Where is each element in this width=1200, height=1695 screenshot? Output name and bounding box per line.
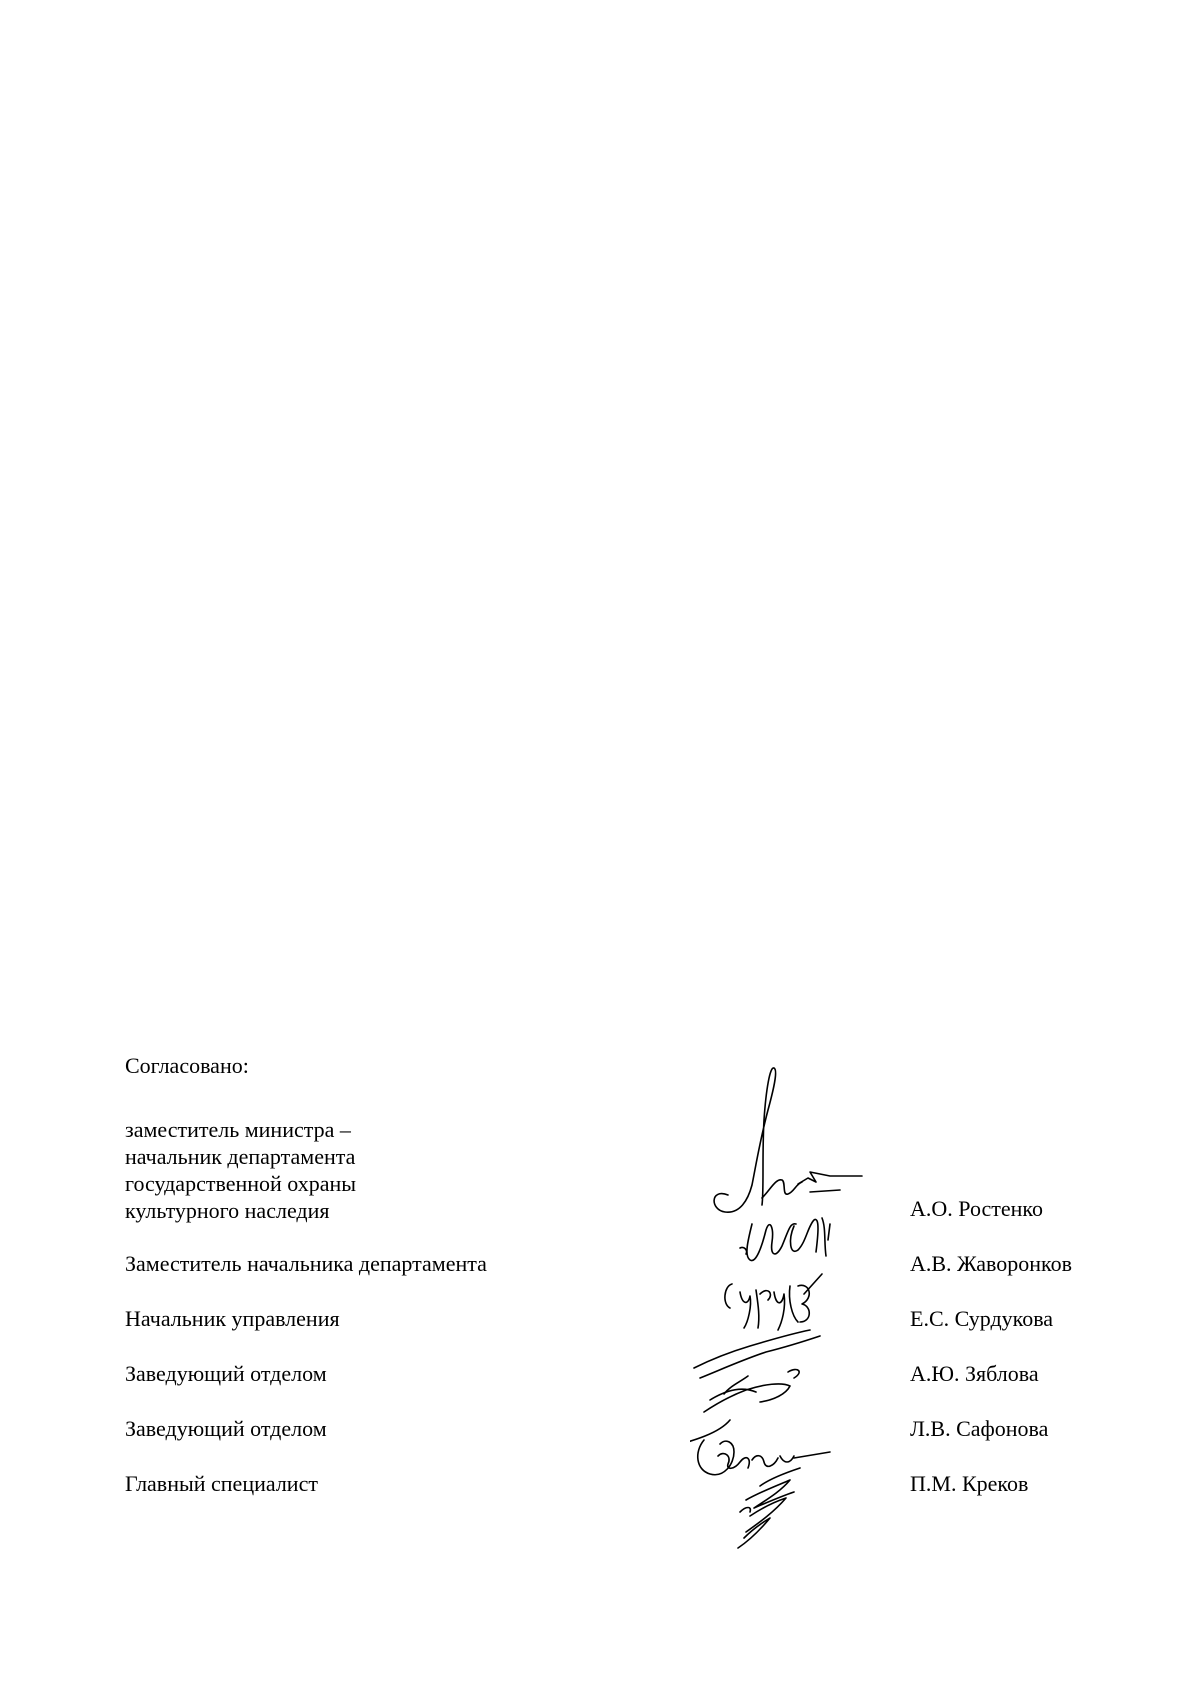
approval-heading: Согласовано: <box>125 1053 249 1078</box>
signatory-role: Главный специалист <box>125 1471 318 1496</box>
signatory-name: А.В. Жаворонков <box>910 1251 1072 1276</box>
first-signatory-role <box>125 1116 356 1224</box>
role-line: государственной охраны <box>125 1171 357 1196</box>
signature-safonova <box>698 1440 830 1475</box>
handwritten-signatures <box>690 1060 930 1580</box>
signatory-name: П.М. Креков <box>910 1471 1029 1496</box>
signatory-role: Заведующий отделом <box>125 1416 327 1441</box>
signatory-name: Л.В. Сафонова <box>910 1416 1049 1441</box>
signature-surdukova <box>725 1274 822 1330</box>
signatory-role: Заведующий отделом <box>125 1361 327 1386</box>
signature-rostenko <box>714 1068 862 1212</box>
signatory-role: Заместитель начальника департамента <box>125 1251 487 1276</box>
signature-zhavoronkov <box>740 1218 830 1261</box>
first-signatory-name: А.О. Ростенко <box>910 1196 1043 1221</box>
signature-zyablova <box>690 1330 820 1452</box>
signatory-name: Е.С. Сурдукова <box>910 1306 1054 1331</box>
signatory-name: А.Ю. Зяблова <box>910 1361 1039 1386</box>
role-line: заместитель министра – <box>125 1117 351 1142</box>
signatory-role: Начальник управления <box>125 1306 340 1331</box>
role-line: культурного наследия <box>125 1198 330 1223</box>
signature-krekov <box>738 1468 800 1548</box>
role-line: начальник департамента <box>125 1144 356 1169</box>
